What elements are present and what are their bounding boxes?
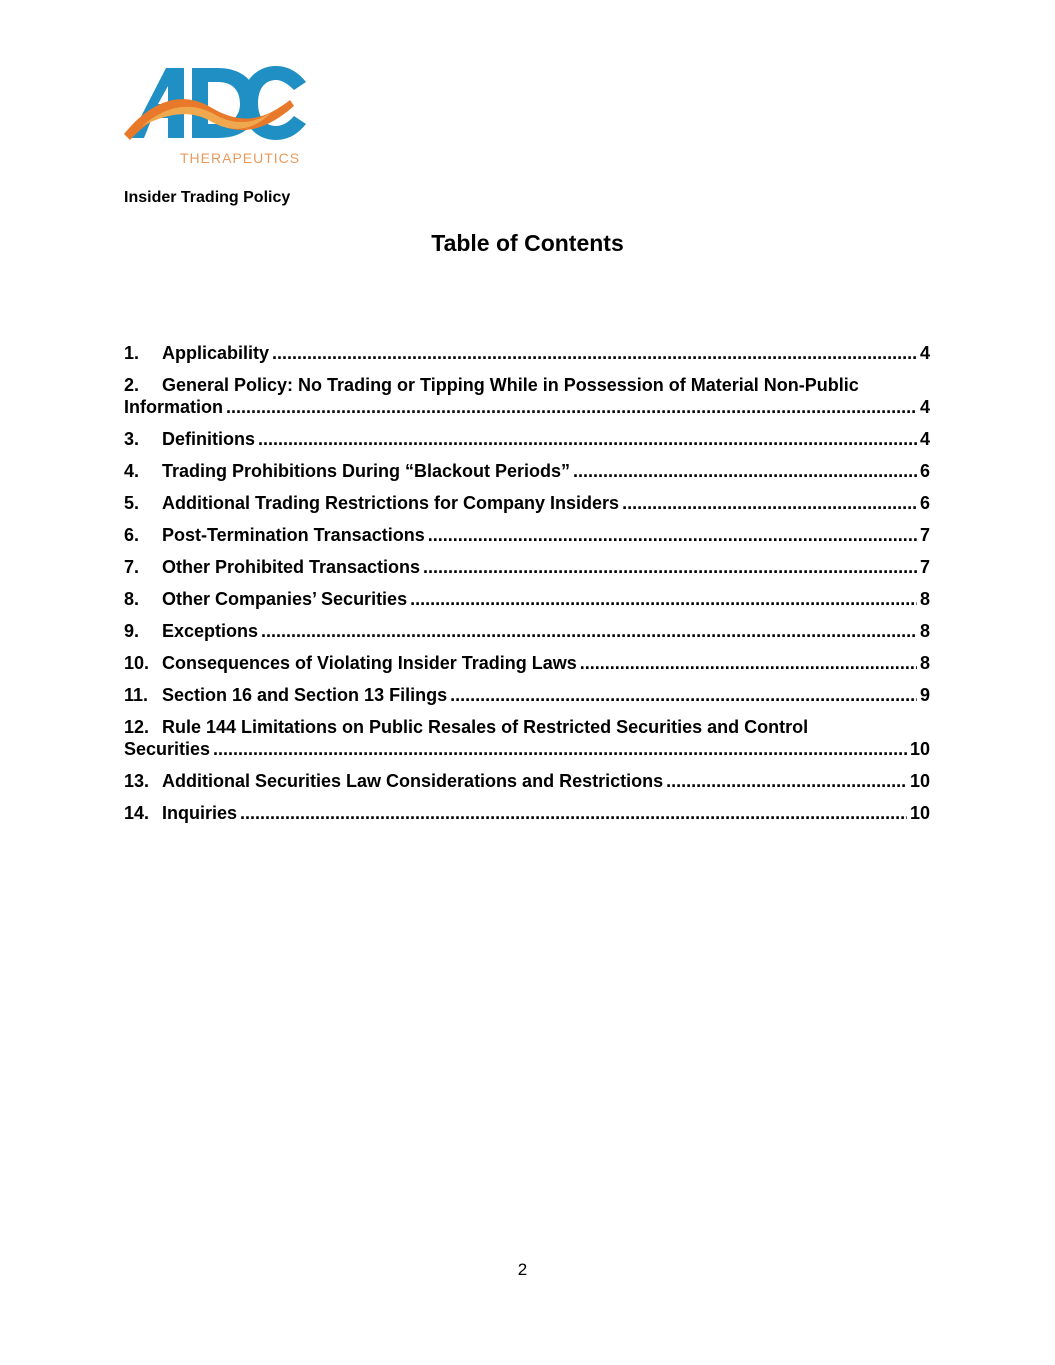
toc-entry[interactable] (124, 342, 930, 364)
toc-entry[interactable] (124, 556, 930, 578)
toc-entry[interactable] (124, 620, 930, 642)
toc-entry[interactable] (124, 524, 930, 546)
dot-leader (423, 556, 917, 578)
dot-leader (261, 620, 917, 642)
toc-entry[interactable] (124, 428, 930, 450)
toc-entry-number: 14. (124, 803, 150, 823)
toc-entry-label: Additional Trading Restrictions for Company Insiders (162, 493, 620, 513)
dot-leader (410, 588, 917, 610)
toc-entry[interactable] (124, 684, 930, 706)
logo-text (122, 170, 123, 171)
toc-entry-label-continued: Information (124, 397, 223, 417)
toc-entry-label: Definitions (162, 429, 255, 449)
toc-entry-page: 9 (919, 685, 930, 705)
dot-leader (428, 524, 917, 546)
dot-leader (272, 342, 917, 364)
toc-entry-page: 8 (919, 653, 930, 673)
toc-entry-number: 12. (124, 717, 150, 737)
toc-entry[interactable] (124, 770, 930, 792)
toc-entry-number: 7. (124, 557, 140, 577)
toc-entry-number: 1. (124, 343, 140, 363)
table-of-contents (124, 342, 930, 834)
dot-leader (258, 428, 917, 450)
logo-subtext: THERAPEUTICS (180, 150, 301, 166)
dot-leader (450, 684, 917, 706)
dot-leader (213, 738, 907, 760)
dot-leader (622, 492, 917, 514)
toc-entry-page: 10 (909, 771, 930, 791)
toc-entry-page: 10 (909, 803, 930, 823)
toc-entry-label: Exceptions (162, 621, 259, 641)
toc-entry-label: Other Companies’ Securities (162, 589, 408, 609)
toc-entry-number: 9. (124, 621, 140, 641)
toc-entry-label: Applicability (162, 343, 270, 363)
toc-entry-number: 2. (124, 375, 140, 395)
dot-leader (580, 652, 917, 674)
toc-entry-number: 11. (124, 685, 149, 705)
toc-entry[interactable] (124, 460, 930, 482)
toc-entry-number: 8. (124, 589, 140, 609)
dot-leader (573, 460, 917, 482)
dot-leader (226, 396, 917, 418)
toc-entry-page: 4 (919, 397, 930, 417)
toc-entry[interactable] (124, 652, 930, 674)
toc-entry-page: 4 (919, 343, 930, 363)
toc-entry-label-continued: Securities (124, 739, 211, 759)
toc-entry[interactable] (124, 802, 930, 824)
toc-entry-page: 10 (909, 739, 930, 759)
toc-entry-label: Trading Prohibitions During “Blackout Periods” (162, 461, 571, 481)
toc-entry[interactable] (124, 588, 930, 610)
toc-entry[interactable] (124, 716, 930, 760)
dot-leader (666, 770, 907, 792)
company-logo (122, 60, 310, 170)
toc-entry-label: Rule 144 Limitations on Public Resales of Restricted Securities and Control (162, 717, 809, 737)
toc-entry-page: 6 (919, 493, 930, 513)
document-title: Insider Trading Policy (124, 189, 291, 206)
toc-entry-number: 5. (124, 493, 140, 513)
toc-entry-label: Consequences of Violating Insider Trading Laws (162, 653, 577, 673)
toc-entry-number: 6. (124, 525, 140, 545)
toc-entry-page: 8 (919, 621, 930, 641)
toc-entry-page: 7 (919, 557, 930, 577)
toc-entry-label: Additional Securities Law Considerations and Restrictions (162, 771, 664, 791)
toc-entry-label: General Policy: No Trading or Tipping While in Possession of Material Non-Public (162, 375, 859, 395)
toc-entry-number: 3. (124, 429, 140, 449)
toc-entry-page: 8 (919, 589, 930, 609)
toc-entry-number: 10. (124, 653, 150, 673)
toc-entry-page: 7 (919, 525, 930, 545)
toc-entry-page: 4 (919, 429, 930, 449)
page-number: 2 (517, 1260, 528, 1279)
dot-leader (240, 802, 907, 824)
toc-entry-label: Post-Termination Transactions (162, 525, 425, 545)
toc-entry-number: 4. (124, 461, 140, 481)
toc-entry[interactable] (124, 492, 930, 514)
toc-entry-label: Inquiries (162, 803, 238, 823)
toc-entry-page: 6 (919, 461, 930, 481)
toc-entry-number: 13. (124, 771, 150, 791)
toc-heading: Table of Contents (431, 230, 624, 256)
toc-entry[interactable] (124, 374, 930, 418)
toc-entry-label: Other Prohibited Transactions (162, 557, 421, 577)
toc-entry-label: Section 16 and Section 13 Filings (162, 685, 448, 705)
